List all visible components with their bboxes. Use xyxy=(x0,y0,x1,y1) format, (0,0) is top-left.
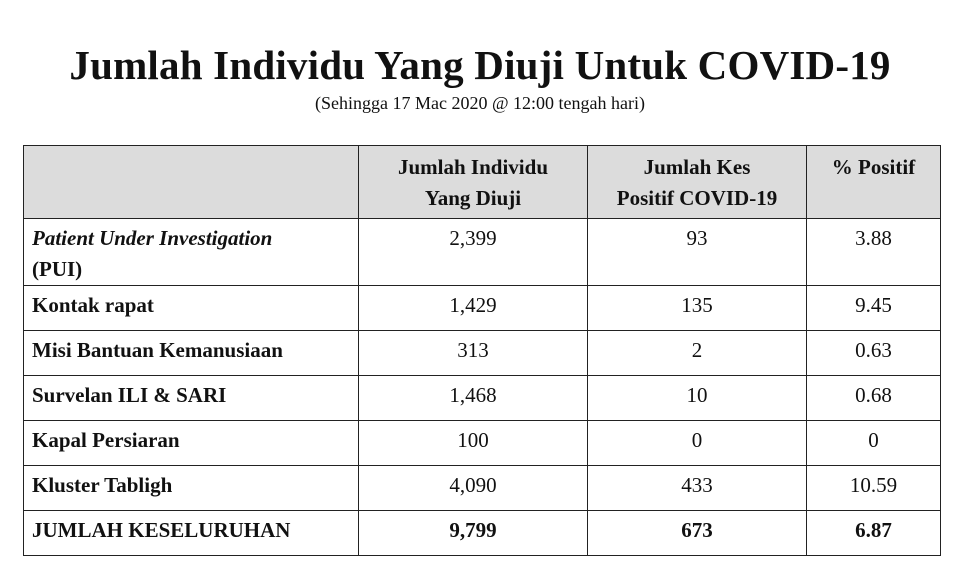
row-percent: 9.45 xyxy=(807,286,941,331)
row-tested: 1,468 xyxy=(359,376,588,421)
row-positive: 93 xyxy=(588,219,807,286)
row-tested: 2,399 xyxy=(359,219,588,286)
row-label: Survelan ILI & SARI xyxy=(24,376,359,421)
covid-test-table xyxy=(23,145,941,556)
header-percent: % Positif xyxy=(807,146,941,219)
row-percent: 0.63 xyxy=(807,331,941,376)
row-positive: 135 xyxy=(588,286,807,331)
header-positive xyxy=(588,146,807,219)
page-subtitle: (Sehingga 17 Mac 2020 @ 12:00 tengah hari) xyxy=(314,93,645,113)
table-row xyxy=(24,466,941,511)
row-percent: 0 xyxy=(807,421,941,466)
row-tested: 313 xyxy=(359,331,588,376)
row-positive: 0 xyxy=(588,421,807,466)
header-tested-line2: Yang Diuji xyxy=(424,186,522,210)
table-row xyxy=(24,219,941,286)
header-tested xyxy=(359,146,588,219)
row-label xyxy=(24,219,359,286)
row-label: Kapal Persiaran xyxy=(24,421,359,466)
row-label-italic: Patient Under Investigation xyxy=(32,226,273,250)
row-percent: 10.59 xyxy=(807,466,941,511)
row-label: Misi Bantuan Kemanusiaan xyxy=(24,331,359,376)
total-label: JUMLAH KESELURUHAN xyxy=(24,511,359,556)
row-label: Kontak rapat xyxy=(24,286,359,331)
row-tested: 4,090 xyxy=(359,466,588,511)
table-row xyxy=(24,286,941,331)
table-row xyxy=(24,421,941,466)
header-positive-line2: Positif COVID-19 xyxy=(616,186,778,210)
total-positive: 673 xyxy=(588,511,807,556)
row-positive: 10 xyxy=(588,376,807,421)
row-positive: 2 xyxy=(588,331,807,376)
row-percent: 0.68 xyxy=(807,376,941,421)
row-tested: 1,429 xyxy=(359,286,588,331)
total-tested: 9,799 xyxy=(359,511,588,556)
header-tested-line1: Jumlah Individu xyxy=(398,155,548,179)
header-positive-line1: Jumlah Kes xyxy=(643,155,751,179)
table-total-row xyxy=(24,511,941,556)
row-percent: 3.88 xyxy=(807,219,941,286)
row-label: Kluster Tabligh xyxy=(24,466,359,511)
table-row xyxy=(24,331,941,376)
row-tested: 100 xyxy=(359,421,588,466)
total-percent: 6.87 xyxy=(807,511,941,556)
table-header-row xyxy=(24,146,941,219)
page-title: Jumlah Individu Yang Diuji Untuk COVID-19 xyxy=(69,42,891,88)
table-row xyxy=(24,376,941,421)
row-positive: 433 xyxy=(588,466,807,511)
row-label-abbr: (PUI) xyxy=(32,257,83,281)
header-corner-cell xyxy=(24,146,359,219)
